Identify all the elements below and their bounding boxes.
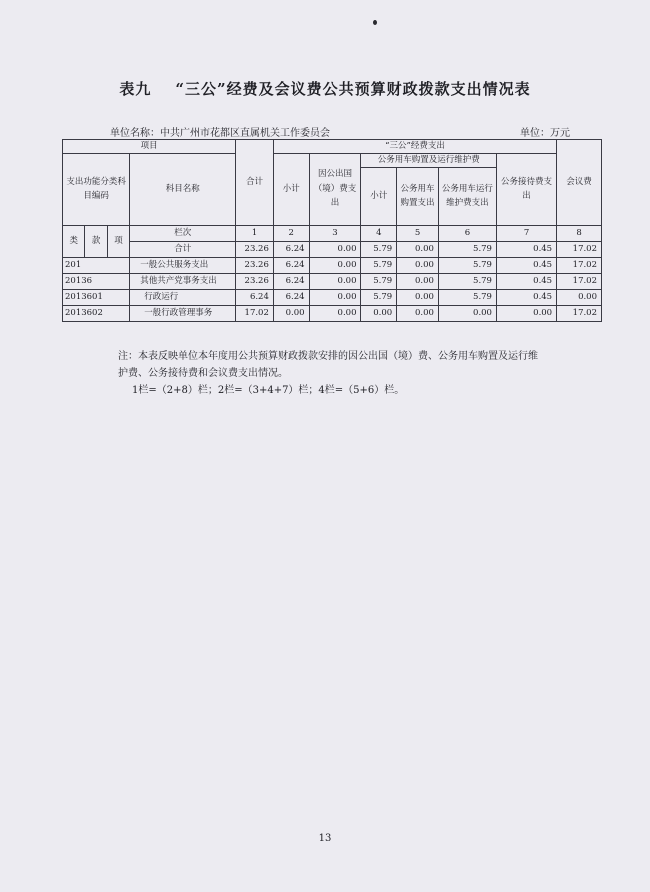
- header-reception: 公务接待费支出: [496, 153, 556, 225]
- cell-value: 0.00: [397, 305, 439, 321]
- unit-line: [110, 124, 570, 139]
- cell-value: 17.02: [557, 305, 602, 321]
- cell-value: 17.02: [557, 257, 602, 273]
- cell-value: 5.79: [361, 257, 397, 273]
- row-name: 一般公共服务支出: [130, 257, 236, 273]
- cell-value: 5.79: [438, 273, 496, 289]
- total-row: [63, 241, 602, 257]
- cell-value: 0.45: [496, 289, 556, 305]
- col-num: 2: [273, 225, 309, 241]
- row-code: 20136: [63, 273, 130, 289]
- table-row: [63, 305, 602, 321]
- row-name: 一般行政管理事务: [130, 305, 236, 321]
- header-vehicle-subtotal: 小计: [361, 167, 397, 225]
- cell-value: 23.26: [236, 273, 274, 289]
- col-num: 3: [309, 225, 361, 241]
- table-note: [118, 348, 608, 399]
- cell-value: 23.26: [236, 241, 274, 257]
- row-name: 行政运行: [130, 289, 236, 305]
- cell-value: 17.02: [557, 273, 602, 289]
- header-total: 合计: [236, 140, 274, 226]
- header-abroad: 因公出国（境）费支出: [309, 153, 361, 225]
- header-row-1: [63, 140, 602, 154]
- header-subject-name: 科目名称: [130, 153, 236, 225]
- header-vehicle: 公务用车购置及运行维护费: [361, 153, 496, 167]
- cell-value: 5.79: [361, 289, 397, 305]
- cell-value: 0.00: [309, 241, 361, 257]
- cell-value: 0.00: [309, 305, 361, 321]
- header-subtotal: 小计: [273, 153, 309, 225]
- header-vehicle-maint: 公务用车运行维护费支出: [438, 167, 496, 225]
- table-row: [63, 273, 602, 289]
- cell-value: 23.26: [236, 257, 274, 273]
- cell-value: 0.00: [309, 257, 361, 273]
- header-xiang: 项: [107, 225, 129, 257]
- cell-value: 0.00: [557, 289, 602, 305]
- cell-value: 6.24: [273, 241, 309, 257]
- cell-value: 0.45: [496, 241, 556, 257]
- org-name: 单位名称：中共广州市花都区直属机关工作委员会: [110, 128, 330, 139]
- note-formula: 1栏=（2+8）栏；2栏=（3+4+7）栏；4栏=（5+6）栏。: [132, 385, 405, 396]
- cell-value: 0.00: [397, 241, 439, 257]
- cell-value: 0.00: [397, 257, 439, 273]
- cell-value: 0.00: [397, 289, 439, 305]
- cell-value: 0.00: [309, 273, 361, 289]
- total-label: 合计: [130, 241, 236, 257]
- unit-label: 单位：万元: [520, 128, 570, 139]
- scan-speck: [373, 20, 377, 25]
- cell-value: 0.00: [309, 289, 361, 305]
- cell-value: 6.24: [273, 257, 309, 273]
- header-sangong: “三公”经费支出: [273, 140, 556, 154]
- title-text: “三公”经费及会议费公共预算财政拨款支出情况表: [175, 80, 531, 98]
- cell-value: 17.02: [236, 305, 274, 321]
- cell-value: 0.45: [496, 257, 556, 273]
- cell-value: 6.24: [273, 273, 309, 289]
- header-kuan: 款: [85, 225, 107, 257]
- row-code: 201: [63, 257, 130, 273]
- cell-value: 0.00: [361, 305, 397, 321]
- col-num: 5: [397, 225, 439, 241]
- cell-value: 5.79: [438, 241, 496, 257]
- col-num: 7: [496, 225, 556, 241]
- cell-value: 6.24: [236, 289, 274, 305]
- budget-table: [62, 139, 602, 322]
- column-number-row: [63, 225, 602, 241]
- cell-value: 6.24: [273, 289, 309, 305]
- note-line-1: 注：本表反映单位本年度用公共预算财政拨款安排的因公出国（境）费、公务用车购置及运行维: [118, 351, 538, 362]
- note-line-2: 护费、公务接待费和会议费支出情况。: [118, 368, 288, 379]
- header-func-code: 支出功能分类科目编码: [63, 153, 130, 225]
- header-vehicle-purchase: 公务用车购置支出: [397, 167, 439, 225]
- header-item: 项目: [63, 140, 236, 154]
- cell-value: 0.00: [496, 305, 556, 321]
- table-row: [63, 257, 602, 273]
- cell-value: 17.02: [557, 241, 602, 257]
- cell-value: 0.00: [397, 273, 439, 289]
- cell-value: 5.79: [361, 241, 397, 257]
- cell-value: 5.79: [361, 273, 397, 289]
- cell-value: 0.45: [496, 273, 556, 289]
- table-row: [63, 289, 602, 305]
- col-num: 1: [236, 225, 274, 241]
- row-code: 2013602: [63, 305, 130, 321]
- cell-value: 0.00: [438, 305, 496, 321]
- cell-value: 5.79: [438, 257, 496, 273]
- page-title: [0, 78, 650, 99]
- cell-value: 0.00: [273, 305, 309, 321]
- header-row-2: [63, 153, 602, 167]
- header-lei: 类: [63, 225, 85, 257]
- col-num: 4: [361, 225, 397, 241]
- row-code: 2013601: [63, 289, 130, 305]
- cell-value: 5.79: [438, 289, 496, 305]
- header-lanci: 栏次: [130, 225, 236, 241]
- page-number: 13: [318, 833, 332, 844]
- col-num: 6: [438, 225, 496, 241]
- header-meeting: 会议费: [557, 140, 602, 226]
- col-num: 8: [557, 225, 602, 241]
- title-prefix: 表九: [119, 80, 152, 98]
- row-name: 其他共产党事务支出: [130, 273, 236, 289]
